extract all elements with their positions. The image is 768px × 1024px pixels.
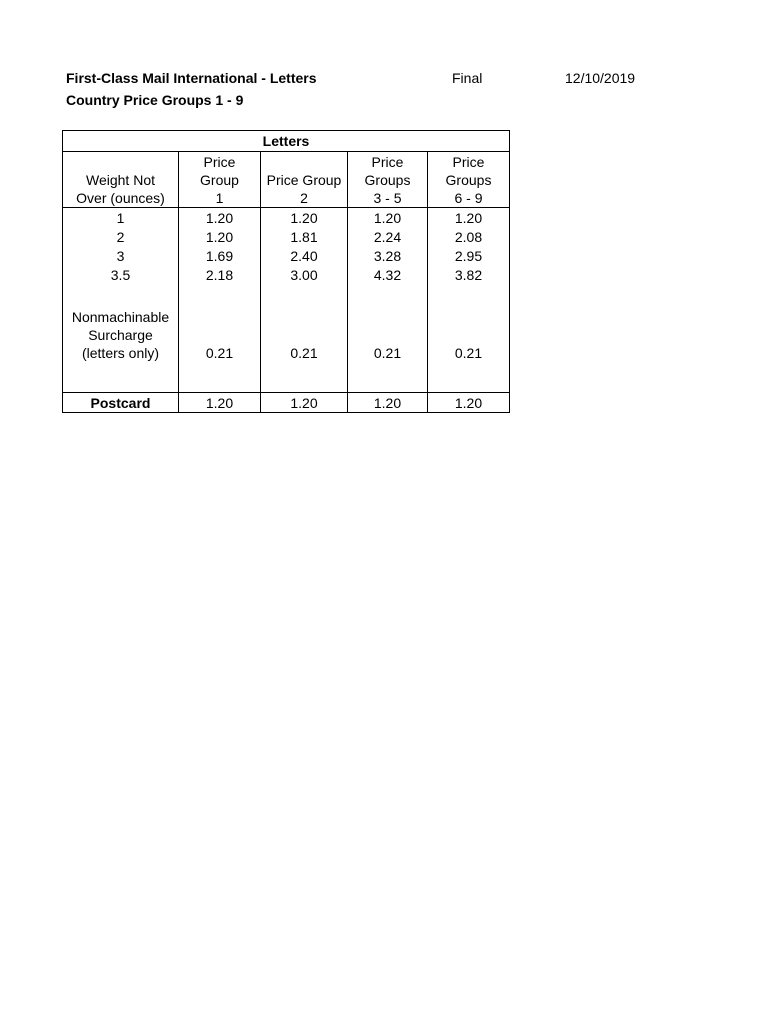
price-cell: 1.20 [428,208,510,228]
column-header [179,152,261,208]
status-label: Final [452,70,483,86]
cell-line: 3 - 5 [373,190,402,206]
table-row [63,208,510,228]
column-header [348,152,428,208]
cell-line: Price Group [266,172,342,188]
date-label: 12/10/2019 [565,70,636,86]
cell-line: Price [371,154,404,170]
cell-line: Weight Not [86,172,155,188]
postcard-price: 1.20 [348,393,428,413]
price-cell: 2.40 [261,246,348,265]
column-header [63,152,179,208]
postcard-price: 1.20 [179,393,261,413]
weight-cell: 3.5 [63,265,179,284]
price-cell: 1.20 [179,208,261,228]
cell-line: Price [452,154,485,170]
weight-cell: 1 [63,208,179,228]
table-caption: Letters [63,131,510,152]
price-cell: 3.00 [261,265,348,284]
surcharge-value: 0.21 [428,304,510,362]
table-row [63,246,510,265]
weight-cell: 2 [63,227,179,246]
price-cell: 1.20 [261,208,348,228]
surcharge-value: 0.21 [179,304,261,362]
surcharge-value: 0.21 [261,304,348,362]
cell-line: 6 - 9 [454,190,483,206]
column-header [261,152,348,208]
price-cell: 1.20 [348,208,428,228]
table-row [63,265,510,284]
price-cell: 1.81 [261,227,348,246]
price-cell: 1.20 [179,227,261,246]
cell-line: Groups [445,172,492,188]
weight-cell: 3 [63,246,179,265]
cell-line: Price [203,154,236,170]
price-cell: 2.08 [428,227,510,246]
postcard-row [63,393,510,413]
price-cell: 3.28 [348,246,428,265]
cell-line: Groups [364,172,411,188]
cell-line: 1 [215,190,224,206]
price-cell: 1.69 [179,246,261,265]
column-header [428,152,510,208]
cell-line: Surcharge [88,327,153,343]
surcharge-row [63,304,510,362]
cell-line: Nonmachinable [71,309,170,325]
cell-line: 2 [300,190,308,206]
document-title: First-Class Mail International - Letters [66,70,317,86]
cell-line: Group [200,172,239,188]
price-cell: 4.32 [348,265,428,284]
cell-line: Over (ounces) [76,190,165,206]
price-cell: 3.82 [428,265,510,284]
cell-line: (letters only) [81,345,160,361]
price-cell: 2.24 [348,227,428,246]
table-row [63,227,510,246]
postcard-price: 1.20 [428,393,510,413]
surcharge-value: 0.21 [348,304,428,362]
document-subtitle: Country Price Groups 1 - 9 [66,92,244,108]
price-cell: 2.95 [428,246,510,265]
price-table [62,130,510,413]
surcharge-label [63,304,179,362]
postcard-label: Postcard [63,393,179,413]
price-cell: 2.18 [179,265,261,284]
postcard-price: 1.20 [261,393,348,413]
